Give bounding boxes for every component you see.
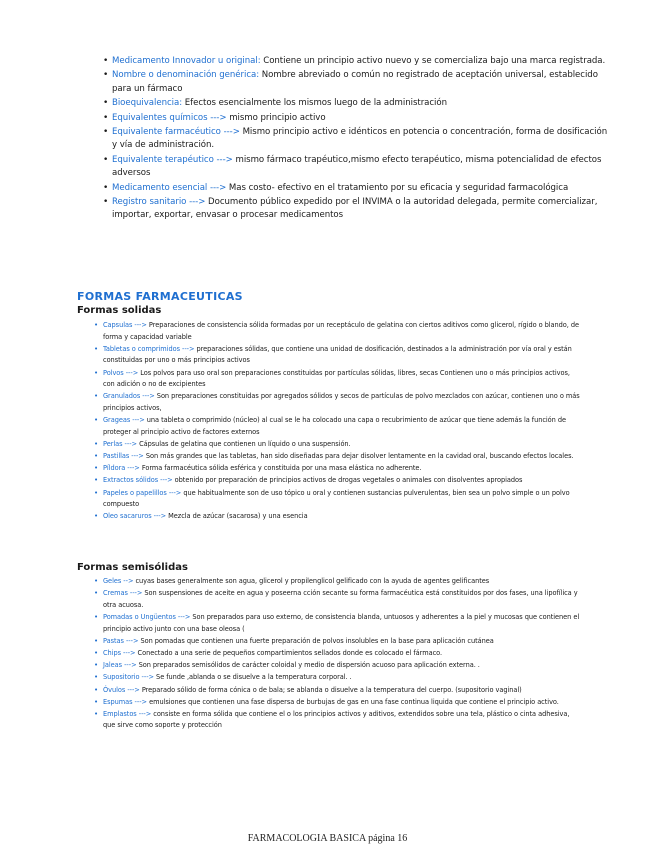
list-item	[94, 672, 583, 684]
term: Polvos --->	[103, 368, 139, 377]
definition-text: Son más grandes que las tabletas, han sido diseñadas para dejar disolver lentamente en la cavidad oral, buscando efectos locales.	[143, 452, 574, 461]
term: Espumas --->	[103, 697, 148, 706]
definition-text: emulsiones que contienen una fase dispersa de burbujas de gas en una fase continua liquida que contiene el principio activo.	[147, 697, 559, 706]
term: Equivalente farmacéutico --->	[112, 127, 240, 138]
list-item	[94, 697, 583, 709]
list-item	[94, 475, 583, 487]
list-item	[103, 97, 612, 110]
list-item	[94, 709, 583, 732]
list-item	[94, 320, 583, 343]
bullet: •	[94, 648, 99, 657]
list-item	[103, 182, 612, 195]
definition-text: consiste en forma sólida que contiene el o los principios activos y aditivos, extendidos sobre una tela, plástico o cinta adhesiva, que sirve como soporte y protección	[103, 709, 570, 730]
definition-text: Son preparaciones constituidas por agregados sólidos y secos de partículas de polvo mezclados con azúcar, contienen uno o más principios activos,	[103, 392, 580, 412]
definition-text: una tableta o comprimido (núcleo) al cual se le ha colocado una capa o recubrimiento de azúcar que tiene además la función de proteger al principio activo de factores externos	[103, 416, 566, 436]
definition-text: Cápsulas de gelatina que contienen un líquido o una suspensión.	[137, 439, 351, 448]
definition-text: Contiene un principio activo nuevo y se comercializa bajo una marca registrada.	[260, 56, 606, 66]
bullet: •	[94, 452, 99, 461]
list-item	[94, 612, 583, 635]
bullet: •	[94, 488, 99, 497]
term: Capsulas --->	[103, 321, 147, 329]
term: Pastas --->	[103, 636, 139, 645]
term: Nombre o denominación genérica:	[112, 70, 260, 81]
bullet: •	[103, 56, 109, 66]
term: Medicamento esencial --->	[112, 182, 227, 193]
bullet: •	[94, 636, 99, 645]
definition-text: Mismo principio activo e idénticos en potencia o concentración, forma de dosificación y vía de administración.	[112, 127, 608, 151]
bullet: •	[94, 368, 99, 377]
definition-text: Conectado a una serie de pequeños compartimientos sellados donde es colocado el fármaco.	[135, 648, 443, 657]
bullet: •	[103, 154, 109, 165]
list-item	[94, 576, 583, 588]
list-item	[103, 55, 612, 68]
definition-text: Preparado sólido de forma cónica o de bala; se ablanda o disuelve a la temperatura del cuerpo. (supositorio vaginal)	[139, 685, 522, 694]
definitions-list	[103, 55, 612, 224]
list-item	[94, 439, 583, 451]
list-item	[94, 511, 583, 523]
term: Chips --->	[103, 648, 136, 657]
term: Grageas --->	[103, 416, 145, 425]
list-item	[103, 196, 612, 223]
term: Tabletas o comprimidos --->	[103, 344, 195, 353]
term: Medicamento Innovador u original:	[112, 56, 261, 66]
definition-text: preparaciones sólidas, que contiene una unidad de dosificación, destinados a la administración por vía oral y están constituidas por uno o más principios activos	[103, 344, 572, 365]
list-item	[94, 368, 583, 391]
definition-text: Efectos esencialmente los mismos luego de la administración	[182, 98, 448, 109]
bullet: •	[94, 464, 99, 473]
list-item	[94, 344, 583, 367]
list-item	[94, 391, 583, 414]
list-item	[94, 451, 583, 463]
definition-text: Forma farmacéutica sólida esférica y constituida por una masa elástica no adherente.	[139, 464, 422, 473]
bullet: •	[94, 697, 99, 706]
term: Jaleas --->	[103, 661, 137, 670]
list-item	[94, 588, 583, 611]
bullet: •	[94, 344, 99, 353]
definition-text: obtenido por preparación de principios activos de drogas vegetales o animales con disolventes apropiados	[172, 476, 523, 485]
list-item	[94, 648, 583, 660]
list-item	[103, 69, 612, 96]
term: Emplastos --->	[103, 709, 152, 718]
list-item	[94, 488, 583, 511]
definition-text: cuyas bases generalmente son agua, glicerol y propilenglicol gelificado con la ayuda de agentes gelificantes	[133, 577, 490, 585]
bullet: •	[94, 577, 99, 585]
definition-text: Nombre abreviado o común no registrado de aceptación universal, establecido para un fármaco	[112, 70, 598, 94]
term: Óvulos --->	[103, 685, 140, 694]
page-footer: FARMACOLOGIA BASICA página 16	[247, 833, 408, 844]
definition-text: mismo principio activo	[226, 112, 326, 123]
term: Oleo sacaruros --->	[103, 512, 167, 521]
bullet: •	[94, 589, 99, 598]
bullet: •	[94, 416, 99, 425]
term: Pastillas --->	[103, 452, 144, 461]
semisolid-forms-list	[94, 576, 583, 733]
bullet: •	[103, 127, 109, 138]
definition-text: que habitualmente son de uso tópico u oral y contienen sustancias pulverulentas, bien sea un polvo simple o un polvo compuesto	[103, 488, 570, 509]
term: Supositorio --->	[103, 673, 155, 682]
list-item	[94, 463, 583, 475]
term: Equivalentes químicos --->	[112, 112, 227, 123]
definition-text: Son preparados para uso externo, de consistencia blanda, untuosos y adherentes a la piel y mucosas que contienen el principio activo junto con una base oleosa (	[103, 612, 580, 633]
definition-text: mismo fármaco trapéutico,mismo efecto terapéutico, misma potencialidad de efectos adversos	[112, 154, 602, 179]
list-item	[94, 660, 583, 672]
bullet: •	[94, 439, 99, 448]
definition-text: Preparaciones de consistencia sólida formadas por un receptáculo de gelatina con ciertos aditivos como glicerol, rígido o blando, de forma y capacidad variable	[103, 321, 580, 341]
term: Cremas --->	[103, 589, 143, 598]
bullet: •	[94, 709, 99, 718]
term: Equivalente terapéutico --->	[112, 154, 233, 165]
definition-text: Los polvos para uso oral son preparaciones constituidas por partículas sólidas, libres, secas Contienen uno o más principios activos, con adición o no de excipientes	[103, 368, 570, 389]
bullet: •	[94, 673, 99, 682]
bullet: •	[94, 612, 99, 621]
list-item	[103, 126, 612, 153]
definition-text: Son preparados semisólidos de carácter coloidal y medio de dispersión acuoso para aplicación externa. .	[136, 661, 480, 670]
definition-text: Mas costo- efectivo en el tratamiento por su eficacia y seguridad farmacológica	[226, 182, 569, 193]
bullet: •	[103, 98, 109, 109]
term: Papeles o papelillos --->	[103, 488, 182, 497]
solid-forms-list	[94, 320, 583, 524]
term: Granulados --->	[103, 392, 155, 401]
list-item	[103, 112, 612, 125]
definition-text: Mezcla de azúcar (sacarosa) y una esencia	[166, 512, 308, 521]
definition-text: Se funde ,ablanda o se disuelve a la temperatura corporal. .	[154, 673, 352, 682]
bullet: •	[103, 112, 109, 123]
term: Pomadas o Ungüentos --->	[103, 612, 191, 621]
term: Píldora --->	[103, 464, 140, 473]
list-item	[94, 636, 583, 648]
list-item	[94, 685, 583, 697]
bullet: •	[103, 182, 109, 193]
list-item	[94, 415, 583, 438]
bullet: •	[94, 321, 99, 329]
bullet: •	[94, 476, 99, 485]
term: Extractos sólidos --->	[103, 476, 173, 485]
bullet: •	[103, 197, 109, 208]
solid-forms-heading: Formas solidas	[77, 305, 162, 316]
term: Geles -->	[103, 577, 134, 585]
term: Perlas --->	[103, 439, 138, 448]
definition-text: Son pomadas que contienen una fuerte preparación de polvos insolubles en la base para aplicación cutánea	[138, 636, 494, 645]
definition-text: Son suspensiones de aceite en agua y poseerna cción secante su forma farmacéutica está constituidos por dos fases, una lipofílica y otra acuosa.	[103, 589, 578, 609]
term: Bioequivalencia:	[112, 98, 183, 109]
list-item	[103, 154, 612, 181]
bullet: •	[103, 70, 109, 81]
bullet: •	[94, 661, 99, 670]
definition-text: Documento público expedido por el INVIMA o la autoridad delegada, permite comercializar, importar, exportar, envasar o procesar medicamentos	[112, 197, 598, 221]
bullet: •	[94, 392, 99, 401]
bullet: •	[94, 685, 99, 694]
bullet: •	[94, 512, 99, 521]
semisolid-forms-heading: Formas semisólidas	[77, 562, 188, 573]
section-title: FORMAS FARMACEUTICAS	[77, 290, 243, 303]
term: Registro sanitario --->	[112, 197, 206, 208]
